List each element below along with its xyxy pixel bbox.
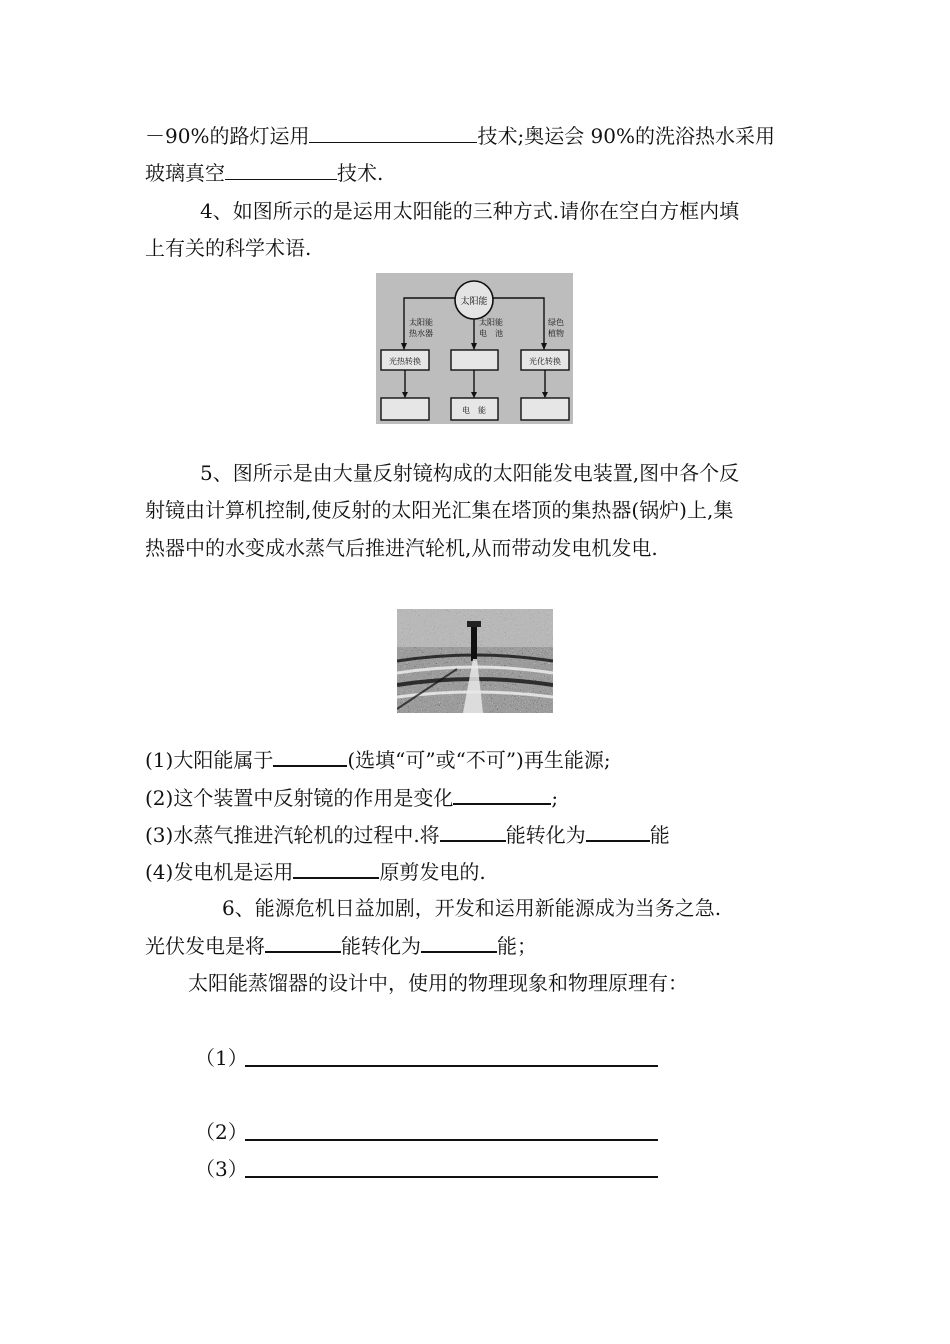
box-left-label: 光热转换	[389, 357, 421, 366]
q3-text: 技术;奥运会 90%的洗浴热水采用	[477, 124, 776, 148]
right-branch-label: 植物	[548, 329, 564, 338]
q6-line-1: 6、能源危机日益加剧，开发和运用新能源成为当务之急.	[222, 896, 722, 920]
box-right-label: 光化转换	[529, 357, 561, 366]
answer-blank[interactable]	[421, 933, 497, 953]
photo-svg	[397, 609, 553, 713]
q3-text: 技术.	[337, 161, 384, 185]
q3-line-2	[145, 161, 383, 185]
q5-sub3-text: (3)水蒸气推进汽轮机的过程中.将	[145, 823, 440, 847]
solar-tower-photo	[397, 609, 553, 713]
answer-label-2: （2）	[195, 1120, 248, 1144]
q4-line-2: 上有关的科学术语.	[145, 236, 312, 260]
q6-text: 能转化为	[341, 934, 421, 958]
sun-label: 太阳能	[460, 297, 488, 307]
q5-sub2-text: (2)这个装置中反射镜的作用是变化	[145, 786, 454, 810]
answer-blank[interactable]	[586, 822, 650, 842]
q5-line-2: 射镜由计算机控制,使反射的太阳光汇集在塔顶的集热器(锅炉)上,集	[145, 498, 734, 522]
answer-blank[interactable]	[453, 785, 551, 805]
answer-blank[interactable]	[265, 933, 341, 953]
q4-line-1: 4、如图所示的是运用太阳能的三种方式.请你在空白方框内填	[200, 199, 740, 223]
diagram-svg	[376, 273, 573, 424]
answer-blank[interactable]	[273, 747, 347, 767]
q5-sub2-text: ;	[551, 786, 559, 810]
mid-branch-label: 太阳能	[479, 318, 503, 327]
mid-branch-label: 电 池	[479, 329, 503, 338]
q5-sub4-text: (4)发电机是运用	[145, 860, 294, 884]
q5-sub1-text: (1)大阳能属于	[145, 748, 274, 772]
answer-label-3: （3）	[195, 1157, 248, 1181]
answer-label-1: （1）	[195, 1046, 248, 1070]
q5-line-1: 5、图所示是由大量反射镜构成的太阳能发电装置,图中各个反	[200, 461, 740, 485]
answer-blank[interactable]	[440, 822, 506, 842]
q6-line-2	[145, 933, 537, 958]
q5-sub3-text: 能转化为	[505, 823, 586, 847]
q6-text: 能；	[497, 934, 537, 958]
box-blank-bottom-left	[381, 398, 429, 420]
q5-sub4-text: 原剪发电的.	[379, 860, 486, 884]
answer-blank[interactable]	[225, 161, 337, 180]
q3-line-1	[145, 124, 775, 148]
left-branch-label: 热水器	[409, 329, 433, 338]
q6-text: 光伏发电是将	[145, 934, 265, 958]
answer-line-3[interactable]	[245, 1176, 658, 1178]
box-blank-middle	[451, 350, 498, 370]
answer-line-2[interactable]	[245, 1139, 658, 1141]
answer-blank[interactable]	[293, 859, 379, 879]
q5-sub-3	[145, 822, 670, 847]
q6-line-3: 太阳能蒸馏器的设计中，使用的物理现象和物理原理有：	[188, 971, 688, 995]
answer-blank[interactable]	[309, 124, 477, 143]
q5-sub-2	[145, 785, 558, 810]
q3-text: －90%的路灯运用	[145, 124, 310, 148]
q5-sub3-text: 能	[649, 823, 670, 847]
q5-line-3: 热器中的水变成水蒸气后推进汽轮机,从而带动发电机发电.	[145, 536, 658, 560]
q5-sub-1	[145, 747, 611, 772]
q5-sub-4	[145, 859, 486, 884]
solar-energy-diagram	[376, 273, 573, 424]
q5-sub1-text: (选填“可”或“不可”)再生能源;	[347, 748, 611, 772]
left-branch-label: 太阳能	[409, 318, 433, 327]
answer-line-1[interactable]	[245, 1065, 658, 1067]
box-bottom-mid-label: 电 能	[462, 406, 486, 415]
right-branch-label: 绿色	[548, 318, 564, 327]
q3-text: 玻璃真空	[145, 161, 225, 185]
box-blank-bottom-right	[521, 398, 569, 420]
